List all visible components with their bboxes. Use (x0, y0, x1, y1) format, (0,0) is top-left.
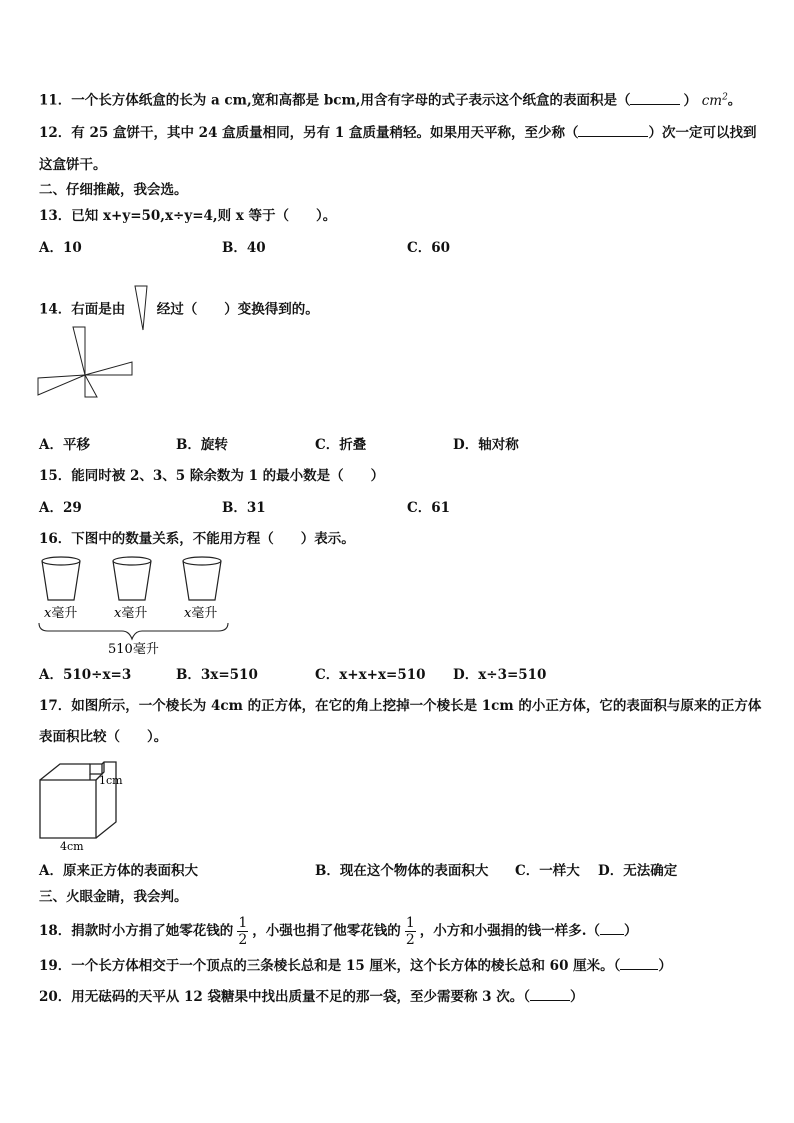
q15-option-b[interactable]: B．31 (222, 500, 266, 516)
q20-answer-blank[interactable] (530, 988, 570, 1001)
q11-text: 11．一个长方体纸盒的长为 a cm,宽和高都是 bcm,用含有字母的式子表示这个纸盒的表面积是（ (39, 92, 631, 109)
question-14: 14．右面是由 经过（ ）变换得到的。 (39, 285, 319, 335)
q17-option-b[interactable]: B．现在这个物体的表面积大 (315, 863, 489, 879)
cup-3-label: x毫升 (184, 606, 218, 621)
q13-option-c[interactable]: C．60 (407, 240, 451, 256)
question-20: 20．用无砝码的天平从 12 袋糖果中找出质量不足的那一袋，至少需要称 3 次。（ ） (39, 989, 584, 1005)
cup-2 (113, 557, 151, 600)
cube-figure (36, 758, 136, 852)
cups-figure (36, 555, 236, 655)
q11-close-paren: ） (683, 92, 697, 109)
question-19: 19．一个长方体相交于一个顶点的三条棱长总和是 15 厘米，这个长方体的棱长总和 60 厘米。（ ） (39, 958, 672, 974)
cup-2-label: x毫升 (114, 606, 148, 621)
q14-option-b[interactable]: B．旋转 (176, 437, 228, 453)
q13-option-a[interactable]: A．10 (39, 240, 82, 256)
question-12-line1: 12．有 25 盒饼干，其中 24 盒质量相同，另有 1 盒质量稍轻。如果用天平称，至少称（ ）次一定可以找到 (39, 125, 757, 141)
cup-1 (42, 557, 80, 600)
q13-option-b[interactable]: B．40 (222, 240, 266, 256)
q17-option-a[interactable]: A．原来正方体的表面积大 (39, 863, 198, 879)
q14-option-a[interactable]: A．平移 (39, 437, 90, 453)
question-11: 11．一个长方体纸盒的长为 a cm,宽和高都是 bcm,用含有字母的式子表示这个纸盒的表面积是（ ） $cm^2$。 (39, 92, 742, 109)
q16-option-b[interactable]: B．3x=510 (176, 667, 258, 683)
q15-option-a[interactable]: A．29 (39, 500, 82, 516)
fraction-half-2: $\frac{1}{2}$ (405, 915, 415, 948)
q14-option-d[interactable]: D．轴对称 (453, 437, 519, 453)
q12-answer-blank[interactable] (578, 124, 648, 137)
q17-option-d[interactable]: D．无法确定 (598, 863, 678, 879)
q18-answer-blank[interactable] (600, 922, 624, 935)
q11-answer-blank[interactable] (630, 92, 680, 105)
big-cube-label: 4cm (60, 840, 84, 852)
q16-option-d[interactable]: D．x÷3=510 (453, 667, 547, 683)
fraction-half-1: $\frac{1}{2}$ (238, 915, 248, 948)
question-16: 16．下图中的数量关系，不能用方程（ ）表示。 (39, 531, 355, 547)
q16-option-c[interactable]: C．x+x+x=510 (315, 667, 426, 683)
total-label: 510毫升 (108, 642, 159, 655)
brace (39, 623, 228, 639)
q16-option-a[interactable]: A．510÷x=3 (39, 667, 132, 683)
question-18: 18．捐款时小方捐了她零花钱的 $\frac{1}{2}$ ，小强也捐了他零花钱的 $\frac{1}{2}$ ，小方和小强捐的钱一样多.（ ） (39, 915, 638, 948)
pinwheel-figure (37, 326, 133, 398)
q14-option-c[interactable]: C．折叠 (315, 437, 367, 453)
section-2-heading: 二、仔细推敲，我会选。 (39, 182, 188, 198)
q11-unit: $cm^2$ (701, 92, 728, 109)
question-12-line2: 这盒饼干。 (39, 157, 107, 173)
cup-1-label: x毫升 (44, 606, 78, 621)
small-cube-label: 1cm (99, 774, 123, 787)
question-15: 15．能同时被 2、3、5 除余数为 1 的最小数是（ ） (39, 468, 385, 484)
triangle-icon (132, 285, 150, 335)
question-17-line1: 17．如图所示，一个棱长为 4cm 的正方体，在它的角上挖掉一个棱长是 1cm 的小正方体，它的表面积与原来的正方体 (39, 698, 762, 714)
q19-answer-blank[interactable] (620, 957, 658, 970)
cup-3 (183, 557, 221, 600)
q15-option-c[interactable]: C．61 (407, 500, 451, 516)
question-13: 13．已知 x+y=50,x÷y=4,则 x 等于（ ）。 (39, 208, 337, 224)
section-3-heading: 三、火眼金睛，我会判。 (39, 889, 188, 905)
q17-option-c[interactable]: C．一样大 (515, 863, 580, 879)
question-17-line2: 表面积比较（ ）。 (39, 729, 168, 745)
